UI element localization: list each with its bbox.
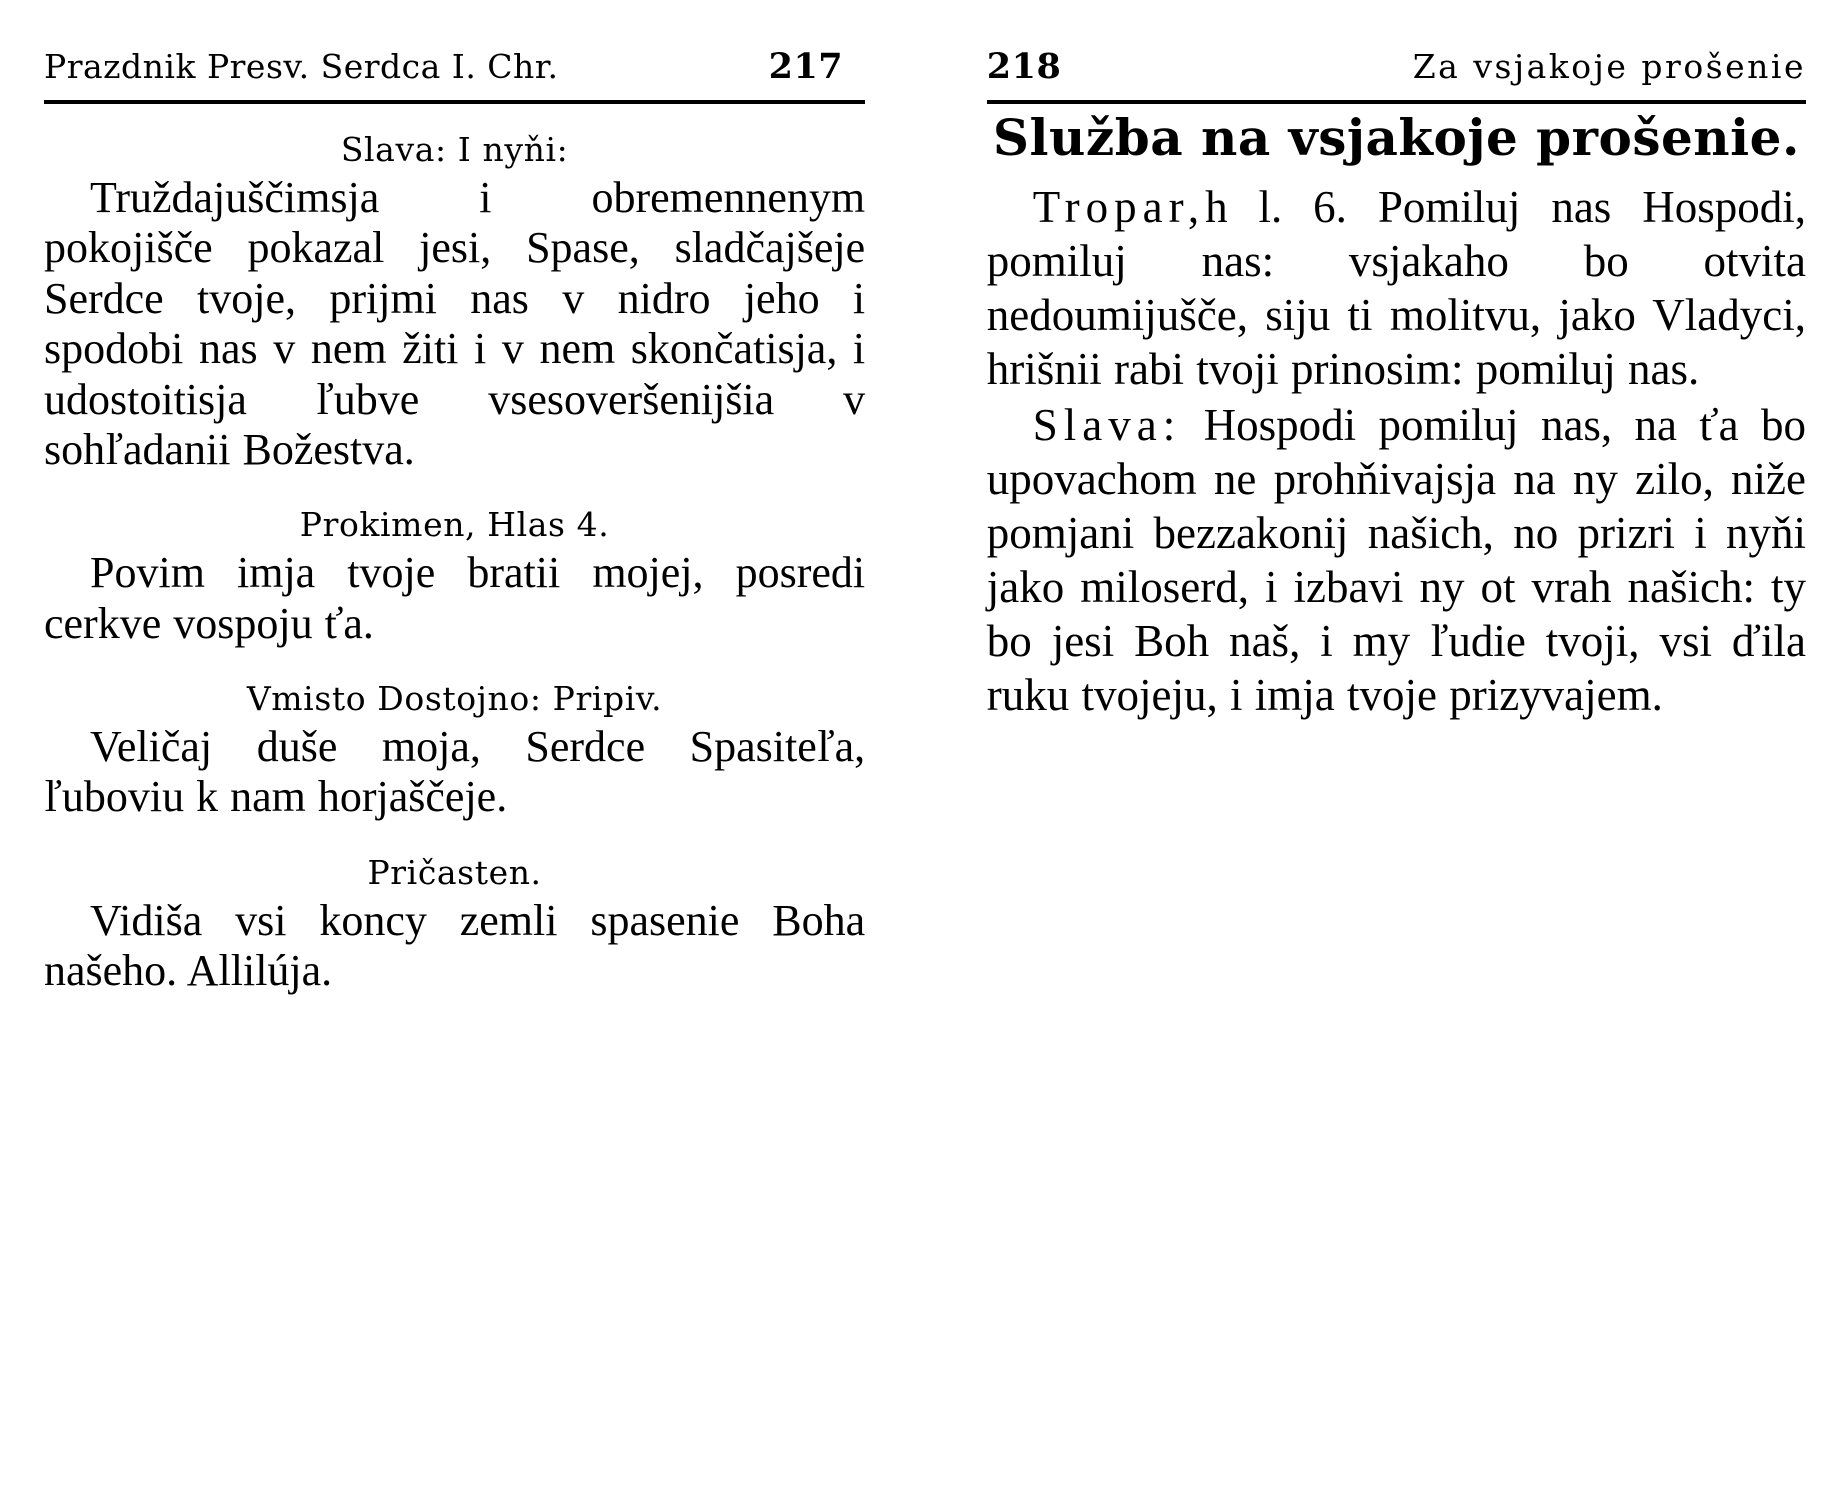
left-running-head-title: Prazdnik Presv. Serdca I. Chr.	[44, 47, 559, 86]
right-running-head	[987, 46, 1806, 87]
section-text-vmisto-dostojno: Veličaj duše moja, Serdce Spasiteľa, ľuboviu k nam horjaščeje.	[44, 722, 866, 822]
section-text-slava: Truždajuščimsja i obremennenym pokojišče pokazal jesi, Spase, sladčajšeje Serdce tvoje, prijmi nas v nidro jeho i spodobi nas v nem žiti i v nem skončatisja, i udostoitisja ľubve vsesoveršenijšia v sohľadanii Božestva.	[44, 173, 866, 474]
paragraph-label-tropar: Tropar,	[1032, 182, 1206, 232]
section-text-pricasten: Vidiša vsi koncy zemli spasenie Boha našeho. Allilúja.	[44, 895, 866, 996]
section-label-vmisto-dostojno: Vmisto Dostojno: Pripiv.	[246, 679, 663, 718]
paragraph-slava	[987, 398, 1806, 722]
right-running-head-title: Za vsjakoje prošenie	[1412, 47, 1806, 86]
paragraph-label-slava: Slava:	[1032, 400, 1182, 450]
right-header-rule	[987, 100, 1806, 104]
paragraph-label-tropar-rest: h l. 6.	[1205, 182, 1347, 232]
section-label-slava: Slava: I nyňi:	[340, 130, 569, 169]
paragraph-text-tropar: Pomiluj nas Hospodi, pomiluj nas: vsjakaho bo otvita nedoumijušče, siju ti molitvu, jako Vladyci, hrišnii rabi tvoji prinosim: pomiluj nas.	[986, 182, 1806, 394]
column-gutter	[893, 46, 987, 1490]
right-page-column	[987, 46, 1806, 1490]
section-text-prokimen: Povim imja tvoje bratii mojej, posredi cerkve vospoju ťa.	[44, 548, 866, 648]
section-label-prokimen: Prokimen, Hlas 4.	[299, 505, 610, 545]
left-header-rule	[44, 100, 865, 104]
paragraph-text-slava: Hospodi pomiluj nas, na ťa bo upovachom ne prohňivajsja na ny zilo, niže pomjani bezzakonij našich, no prizri i nyňi jako miloserd, i izbavi ny ot vrah našich: ty bo jesi Boh naš, i my ľudie tvoji, vsi ďila ruku tvojeju, i imja tvoje prizyvajem.	[986, 400, 1806, 720]
left-page-column	[44, 46, 893, 1490]
paragraph-tropar	[987, 180, 1806, 396]
section-label-pricasten: Pričasten.	[367, 852, 542, 892]
left-page-number: 217	[768, 46, 844, 87]
service-heading: Služba na vsjakoje prošenie.	[992, 108, 1800, 167]
right-page-number: 218	[986, 46, 1062, 87]
left-running-head	[44, 46, 865, 87]
